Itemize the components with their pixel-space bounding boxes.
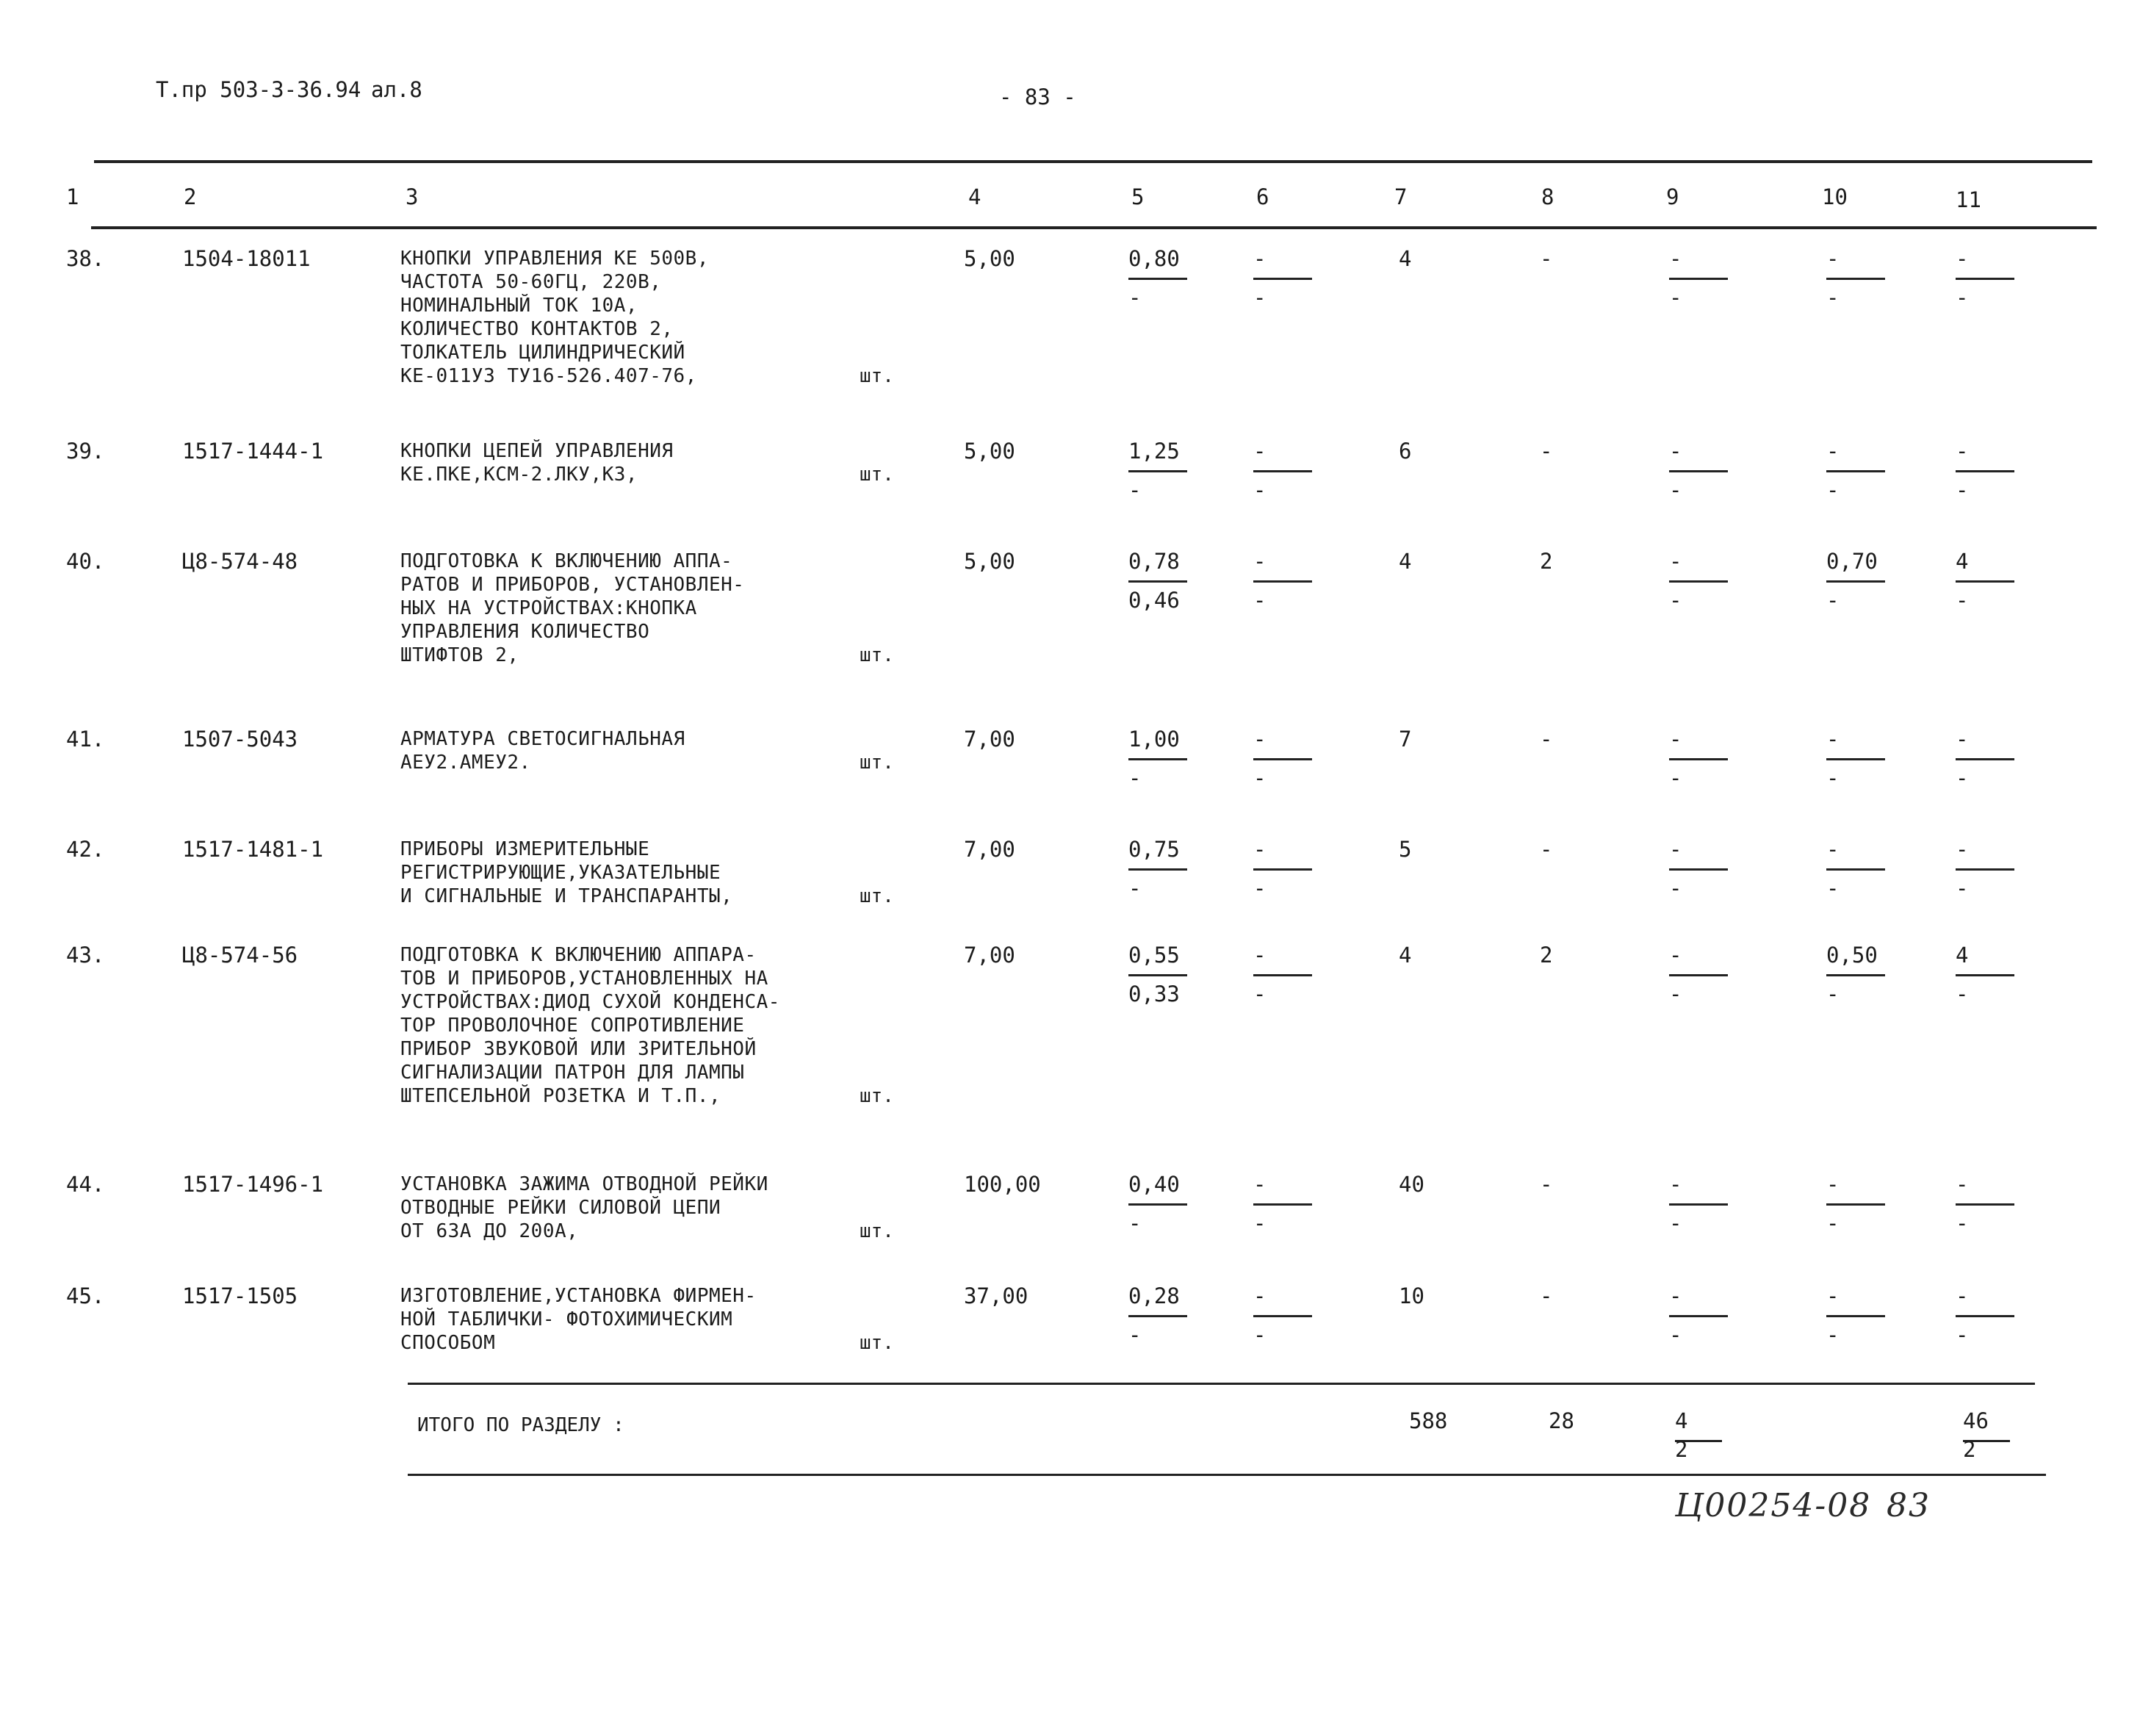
c11-denominator: - [1956,285,1969,310]
row-description-line: СПОСОБОМ [400,1332,496,1354]
row-number: 44. [66,1172,105,1197]
c9-numerator: - [1669,727,1682,752]
c10-denominator: - [1826,588,1840,613]
total-col7: 588 [1409,1408,1448,1433]
row-c11-cell [1956,1173,2014,1241]
total-col9-denominator: 2 [1675,1437,1688,1462]
fraction-bar [1253,1203,1312,1206]
row-description-line: НЫХ НА УСТРОЙСТВАХ:КНОПКА [400,597,697,619]
row-unit: шт. [860,885,894,907]
row-c11-cell [1956,247,2014,315]
c10-denominator: - [1826,1322,1840,1347]
fraction-bar [1826,470,1885,472]
row-unit: шт. [860,644,894,666]
c9-denominator: - [1669,766,1682,790]
row-c5-cell [1128,943,1187,1012]
row-description-line: НОЙ ТАБЛИЧКИ- ФОТОХИМИЧЕСКИМ [400,1308,733,1330]
row-col7: 10 [1399,1283,1424,1308]
c6-denominator: - [1253,876,1267,901]
row-description-line: ЧАСТОТА 50-60ГЦ, 220В, [400,271,662,293]
c5-denominator: 0,46 [1128,588,1180,613]
row-col7: 7 [1399,727,1412,752]
row-unit: шт. [860,1085,894,1107]
row-c10-cell [1826,439,1885,508]
c11-numerator: 4 [1956,943,1969,968]
c10-denominator: - [1826,766,1840,790]
row-c11-cell [1956,439,2014,508]
row-col8: 2 [1540,943,1553,968]
c11-denominator: - [1956,766,1969,790]
row-description-line: РЕГИСТРИРУЮЩИЕ,УКАЗАТЕЛЬНЫЕ [400,862,721,884]
row-c11-cell [1956,550,2014,618]
row-code: 1504-18011 [182,246,311,271]
row-c11-cell [1956,1284,2014,1353]
row-c6-cell [1253,439,1312,508]
row-description-line: ПОДГОТОВКА К ВКЛЮЧЕНИЮ АППА- [400,550,733,572]
column-header-5: 5 [1131,184,1145,209]
row-col7: 5 [1399,837,1412,862]
header-bottom-rule [91,226,2097,229]
c10-numerator: - [1826,837,1840,862]
c5-denominator: - [1128,766,1142,790]
row-col8: - [1540,1172,1553,1197]
c10-numerator: 0,50 [1826,943,1878,968]
fraction-bar [1956,1203,2014,1206]
row-c5-cell [1128,550,1187,618]
c6-numerator: - [1253,943,1267,968]
fraction-bar [1826,278,1885,280]
fraction-bar [1253,1315,1312,1317]
row-c10-cell [1826,247,1885,315]
c11-denominator: - [1956,478,1969,503]
row-description-line: ПОДГОТОВКА К ВКЛЮЧЕНИЮ АППАРА- [400,944,757,966]
c11-numerator: - [1956,439,1969,464]
fraction-bar [1826,974,1885,976]
c5-denominator: - [1128,285,1142,310]
fraction-bar [1956,278,2014,280]
fraction-bar [1669,868,1728,871]
column-header-3: 3 [406,184,419,209]
c11-denominator: - [1956,982,1969,1006]
fraction-bar [1253,580,1312,583]
column-header-1: 1 [66,184,79,209]
row-c9-cell [1669,247,1728,315]
row-c10-cell [1826,943,1885,1012]
row-c11-cell [1956,727,2014,796]
row-c10-cell [1826,727,1885,796]
c9-denominator: - [1669,1322,1682,1347]
c10-denominator: - [1826,285,1840,310]
archive-stamp-code: Ц00254-08 [1675,1487,1872,1524]
c6-numerator: - [1253,549,1267,574]
row-number: 41. [66,727,105,752]
c9-numerator: - [1669,549,1682,574]
row-c5-cell [1128,727,1187,796]
row-c9-cell [1669,727,1728,796]
fraction-bar [1956,868,2014,871]
fraction-bar [1128,1203,1187,1206]
row-description-line: КЕ-011У3 ТУ16-526.407-76, [400,365,697,387]
row-code: 1517-1481-1 [182,837,324,862]
column-header-7: 7 [1394,184,1408,209]
archive-stamp-page: 83 [1887,1487,1931,1524]
row-description-line: ИЗГОТОВЛЕНИЕ,УСТАНОВКА ФИРМЕН- [400,1285,757,1307]
column-header-4: 4 [968,184,981,209]
c10-denominator: - [1826,1211,1840,1236]
row-c11-cell [1956,838,2014,906]
row-description-line: АРМАТУРА СВЕТОСИГНАЛЬНАЯ [400,728,685,750]
row-description-line: КНОПКИ ЦЕПЕЙ УПРАВЛЕНИЯ [400,440,674,462]
fraction-bar [1826,868,1885,871]
total-col8: 28 [1549,1408,1574,1433]
c6-denominator: - [1253,982,1267,1006]
row-c9-cell [1669,1173,1728,1241]
total-bottom-rule [408,1474,2046,1476]
c6-numerator: - [1253,1283,1267,1308]
column-header-10: 10 [1822,184,1848,209]
row-description-line: КНОПКИ УПРАВЛЕНИЯ КЕ 500В, [400,248,709,270]
row-c9-cell [1669,838,1728,906]
c11-denominator: - [1956,1322,1969,1347]
row-col7: 40 [1399,1172,1424,1197]
fraction-bar [1669,758,1728,760]
fraction-bar [1128,758,1187,760]
row-c5-cell [1128,838,1187,906]
c6-numerator: - [1253,837,1267,862]
fraction-bar [1253,868,1312,871]
total-col11 [1963,1409,2010,1467]
row-c6-cell [1253,247,1312,315]
c6-denominator: - [1253,478,1267,503]
fraction-bar [1956,974,2014,976]
c10-denominator: - [1826,478,1840,503]
row-unit: шт. [860,365,894,387]
row-c5-cell [1128,439,1187,508]
c9-numerator: - [1669,1283,1682,1308]
row-c9-cell [1669,943,1728,1012]
c10-numerator: - [1826,1172,1840,1197]
column-header-2: 2 [184,184,197,209]
c6-denominator: - [1253,588,1267,613]
fraction-bar [1253,278,1312,280]
row-c6-cell [1253,727,1312,796]
album-number: ал.8 [371,77,422,102]
fraction-bar [1669,580,1728,583]
row-c10-cell [1826,838,1885,906]
row-c10-cell [1826,1173,1885,1241]
row-description-line: ШТИФТОВ 2, [400,644,519,666]
total-col9 [1675,1409,1722,1467]
row-quantity: 7,00 [964,837,1015,862]
c5-numerator: 1,25 [1128,439,1180,464]
column-header-8: 8 [1541,184,1554,209]
row-unit: шт. [860,1332,894,1354]
c5-numerator: 0,40 [1128,1172,1180,1197]
row-number: 43. [66,943,105,968]
fraction-bar [1956,580,2014,583]
fraction-bar [1128,580,1187,583]
total-label: ИТОГО ПО РАЗДЕЛУ : [417,1414,624,1436]
fraction-bar [1826,1203,1885,1206]
c9-denominator: - [1669,478,1682,503]
column-header-9: 9 [1666,184,1679,209]
c9-denominator: - [1669,588,1682,613]
column-header-11: 11 [1956,187,1981,212]
row-description-line: ПРИБОРЫ ИЗМЕРИТЕЛЬНЫЕ [400,838,650,860]
row-unit: шт. [860,464,894,486]
fraction-bar [1128,1315,1187,1317]
total-col11-denominator: 2 [1963,1437,1976,1462]
row-col8: - [1540,837,1553,862]
c9-numerator: - [1669,1172,1682,1197]
c6-numerator: - [1253,1172,1267,1197]
row-number: 45. [66,1283,105,1308]
total-col9-numerator: 4 [1675,1408,1688,1433]
row-number: 40. [66,549,105,574]
c11-numerator: - [1956,837,1969,862]
c11-numerator: - [1956,1283,1969,1308]
row-number: 38. [66,246,105,271]
row-col7: 4 [1399,246,1412,271]
fraction-bar [1669,974,1728,976]
c11-numerator: - [1956,246,1969,271]
row-quantity: 5,00 [964,439,1015,464]
row-c10-cell [1826,1284,1885,1353]
row-c9-cell [1669,1284,1728,1353]
column-header-6: 6 [1256,184,1269,209]
row-description-line: ТОР ПРОВОЛОЧНОЕ СОПРОТИВЛЕНИЕ [400,1015,745,1037]
row-col7: 4 [1399,943,1412,968]
row-quantity: 7,00 [964,727,1015,752]
row-description-line: ОТВОДНЫЕ РЕЙКИ СИЛОВОЙ ЦЕПИ [400,1197,721,1219]
row-c5-cell [1128,1173,1187,1241]
row-quantity: 5,00 [964,549,1015,574]
row-description-line: РАТОВ И ПРИБОРОВ, УСТАНОВЛЕН- [400,574,745,596]
row-unit: шт. [860,752,894,774]
c10-numerator: - [1826,439,1840,464]
row-description-line: НОМИНАЛЬНЫЙ ТОК 10А, [400,295,638,317]
c11-numerator: - [1956,1172,1969,1197]
row-description-line: УСТРОЙСТВАХ:ДИОД СУХОЙ КОНДЕНСА- [400,991,780,1013]
fraction-bar [1956,758,2014,760]
fraction-bar [1669,1203,1728,1206]
c10-numerator: - [1826,246,1840,271]
row-quantity: 37,00 [964,1283,1028,1308]
c11-numerator: - [1956,727,1969,752]
row-col7: 4 [1399,549,1412,574]
row-description-line: ТОЛКАТЕЛЬ ЦИЛИНДРИЧЕСКИЙ [400,342,685,364]
row-code: 1517-1444-1 [182,439,324,464]
c6-denominator: - [1253,1211,1267,1236]
c11-denominator: - [1956,876,1969,901]
total-col11-numerator: 46 [1963,1408,1989,1433]
row-quantity: 100,00 [964,1172,1041,1197]
fraction-bar [1956,1315,2014,1317]
c6-numerator: - [1253,439,1267,464]
c10-denominator: - [1826,876,1840,901]
c5-numerator: 0,28 [1128,1283,1180,1308]
fraction-bar [1826,1315,1885,1317]
row-description-line: КОЛИЧЕСТВО КОНТАКТОВ 2, [400,318,674,340]
c9-denominator: - [1669,876,1682,901]
c6-numerator: - [1253,727,1267,752]
table-top-rule [94,160,2092,163]
row-col8: - [1540,1283,1553,1308]
c9-denominator: - [1669,285,1682,310]
row-unit: шт. [860,1220,894,1242]
c9-denominator: - [1669,982,1682,1006]
c5-numerator: 0,78 [1128,549,1180,574]
row-col8: - [1540,246,1553,271]
row-col7: 6 [1399,439,1412,464]
c5-denominator: 0,33 [1128,982,1180,1006]
fraction-bar [1128,974,1187,976]
fraction-bar [1128,868,1187,871]
page-number: - 83 - [999,84,1076,109]
c10-denominator: - [1826,982,1840,1006]
total-top-rule [408,1383,2035,1385]
c5-denominator: - [1128,1322,1142,1347]
c10-numerator: - [1826,727,1840,752]
row-c5-cell [1128,247,1187,315]
row-description-line: УПРАВЛЕНИЯ КОЛИЧЕСТВО [400,621,650,643]
row-code: 1517-1496-1 [182,1172,324,1197]
row-description-line: ОТ 63А ДО 200А, [400,1220,579,1242]
c5-denominator: - [1128,876,1142,901]
document-code: Т.пр 503-3-36.94 [156,77,361,102]
c11-denominator: - [1956,588,1969,613]
fraction-bar [1826,758,1885,760]
row-number: 42. [66,837,105,862]
row-description-line: АЕУ2.АМЕУ2. [400,752,531,774]
row-description-line: ШТЕПСЕЛЬНОЙ РОЗЕТКА И Т.П., [400,1085,721,1107]
row-quantity: 5,00 [964,246,1015,271]
row-c6-cell [1253,1173,1312,1241]
row-c11-cell [1956,943,2014,1012]
row-description-line: И СИГНАЛЬНЫЕ И ТРАНСПАРАНТЫ, [400,885,733,907]
c6-numerator: - [1253,246,1267,271]
c6-denominator: - [1253,285,1267,310]
c9-denominator: - [1669,1211,1682,1236]
row-description-line: КЕ.ПКЕ,КСМ-2.ЛКУ,КЗ, [400,464,638,486]
row-col8: - [1540,727,1553,752]
row-c10-cell [1826,550,1885,618]
c11-denominator: - [1956,1211,1969,1236]
row-col8: - [1540,439,1553,464]
row-quantity: 7,00 [964,943,1015,968]
row-c6-cell [1253,550,1312,618]
row-c9-cell [1669,439,1728,508]
row-c9-cell [1669,550,1728,618]
c5-numerator: 0,80 [1128,246,1180,271]
row-code: Ц8-574-48 [182,549,298,574]
row-c6-cell [1253,838,1312,906]
fraction-bar [1253,470,1312,472]
row-col8: 2 [1540,549,1553,574]
row-number: 39. [66,439,105,464]
c10-numerator: - [1826,1283,1840,1308]
c5-numerator: 0,55 [1128,943,1180,968]
c9-numerator: - [1669,837,1682,862]
row-description-line: ПРИБОР ЗВУКОВОЙ ИЛИ ЗРИТЕЛЬНОЙ [400,1038,757,1060]
fraction-bar [1128,470,1187,472]
row-code: 1517-1505 [182,1283,298,1308]
c9-numerator: - [1669,943,1682,968]
c5-numerator: 1,00 [1128,727,1180,752]
row-c6-cell [1253,943,1312,1012]
fraction-bar [1956,470,2014,472]
c11-numerator: 4 [1956,549,1969,574]
c6-denominator: - [1253,1322,1267,1347]
row-c6-cell [1253,1284,1312,1353]
row-code: Ц8-574-56 [182,943,298,968]
c5-denominator: - [1128,478,1142,503]
c5-numerator: 0,75 [1128,837,1180,862]
fraction-bar [1669,470,1728,472]
fraction-bar [1253,974,1312,976]
c10-numerator: 0,70 [1826,549,1878,574]
fraction-bar [1669,1315,1728,1317]
row-c5-cell [1128,1284,1187,1353]
row-description-line: СИГНАЛИЗАЦИИ ПАТРОН ДЛЯ ЛАМПЫ [400,1062,745,1084]
fraction-bar [1253,758,1312,760]
c9-numerator: - [1669,246,1682,271]
row-code: 1507-5043 [182,727,298,752]
fraction-bar [1669,278,1728,280]
fraction-bar [1128,278,1187,280]
fraction-bar [1826,580,1885,583]
c6-denominator: - [1253,766,1267,790]
row-description-line: ТОВ И ПРИБОРОВ,УСТАНОВЛЕННЫХ НА [400,968,768,990]
row-description-line: УСТАНОВКА ЗАЖИМА ОТВОДНОЙ РЕЙКИ [400,1173,768,1195]
c5-denominator: - [1128,1211,1142,1236]
c9-numerator: - [1669,439,1682,464]
